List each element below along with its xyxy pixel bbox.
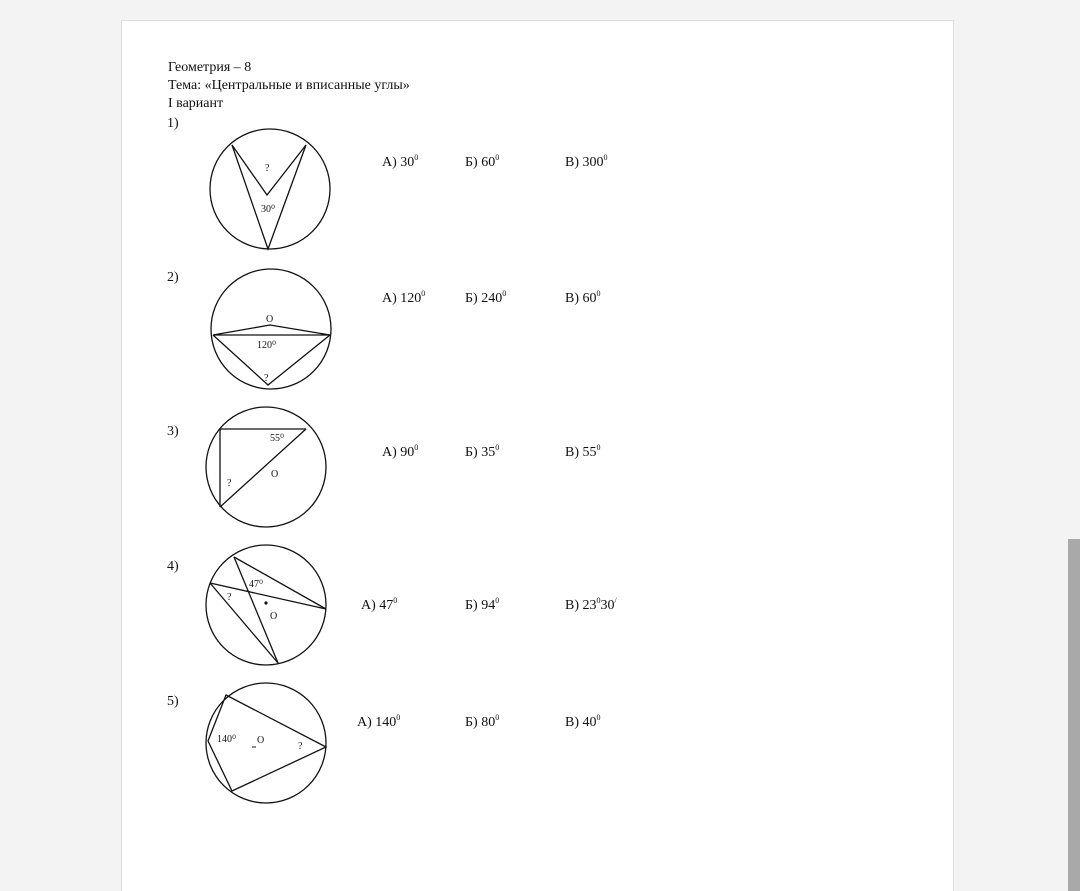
q5-unknown-label: ? — [298, 741, 303, 752]
q1-unknown-label: ? — [265, 163, 270, 174]
q4-unknown-label: ? — [227, 592, 232, 603]
q5-answer-c[interactable]: В) $40^0$ — [565, 713, 601, 730]
q1-answer-b[interactable]: Б) $60^0$ — [465, 153, 500, 170]
q4-angle-label: 47⁰ — [249, 579, 264, 590]
question-4-figure — [202, 543, 336, 673]
question-2-figure — [206, 265, 340, 395]
question-1-number: 1) — [167, 116, 179, 131]
q2-center-label: O — [266, 314, 274, 325]
q4-answer-b[interactable]: Б) $94^0$ — [465, 596, 500, 613]
q5-answer-b[interactable]: Б) $80^0$ — [465, 713, 500, 730]
q4-center-dot — [264, 601, 267, 604]
q2-circle — [211, 269, 331, 389]
q1-answer-a[interactable]: А) $30^0$ — [382, 153, 419, 170]
q4-center-label: O — [270, 611, 278, 622]
q1-answer-c[interactable]: В) $300^0$ — [565, 153, 608, 170]
q2-angle-label: 120⁰ — [257, 340, 277, 351]
variant-line: I вариант — [168, 96, 224, 111]
q3-center-label: O — [271, 469, 279, 480]
q1-circle — [210, 129, 330, 249]
question-4-number: 4) — [167, 559, 179, 574]
question-3-figure — [202, 403, 336, 533]
q1-angle-label: 30⁰ — [261, 204, 276, 215]
vertical-scrollbar-thumb[interactable] — [1068, 539, 1080, 891]
q2-unknown-label: ? — [264, 373, 269, 384]
question-5-number: 5) — [167, 694, 179, 709]
q4-chord-4 — [210, 583, 278, 663]
q5-angle-label: 140⁰ — [217, 734, 237, 745]
q4-chord-3 — [234, 557, 326, 609]
question-1-figure — [202, 123, 342, 263]
q3-diameter — [220, 429, 306, 507]
q5-center-label: O — [257, 735, 265, 746]
q2-answer-a[interactable]: А) $120^0$ — [382, 289, 426, 306]
worksheet-page — [121, 20, 954, 891]
question-2-number: 2) — [167, 270, 179, 285]
q2-central-angle — [213, 325, 330, 335]
q3-answer-a[interactable]: А) $90^0$ — [382, 443, 419, 460]
subject-title: Геометрия – 8 — [168, 60, 252, 75]
q3-circle — [206, 407, 326, 527]
q4-answer-a[interactable]: А) $47^0$ — [361, 596, 398, 613]
q2-answer-b[interactable]: Б) $240^0$ — [465, 289, 507, 306]
q2-answer-c[interactable]: В) $60^0$ — [565, 289, 601, 306]
q3-angle-label: 55⁰ — [270, 433, 285, 444]
q5-answer-a[interactable]: А) $140^0$ — [357, 713, 401, 730]
q3-answer-b[interactable]: Б) $35^0$ — [465, 443, 500, 460]
q4-answer-c[interactable]: В) $23^030^/$ — [565, 596, 617, 613]
question-3-number: 3) — [167, 424, 179, 439]
question-5-figure — [202, 681, 336, 811]
q3-unknown-label: ? — [227, 478, 232, 489]
q4-chord-2 — [234, 557, 278, 663]
q3-answer-c[interactable]: В) $55^0$ — [565, 443, 601, 460]
topic-line: Тема: «Центральные и вписанные углы» — [168, 78, 410, 93]
